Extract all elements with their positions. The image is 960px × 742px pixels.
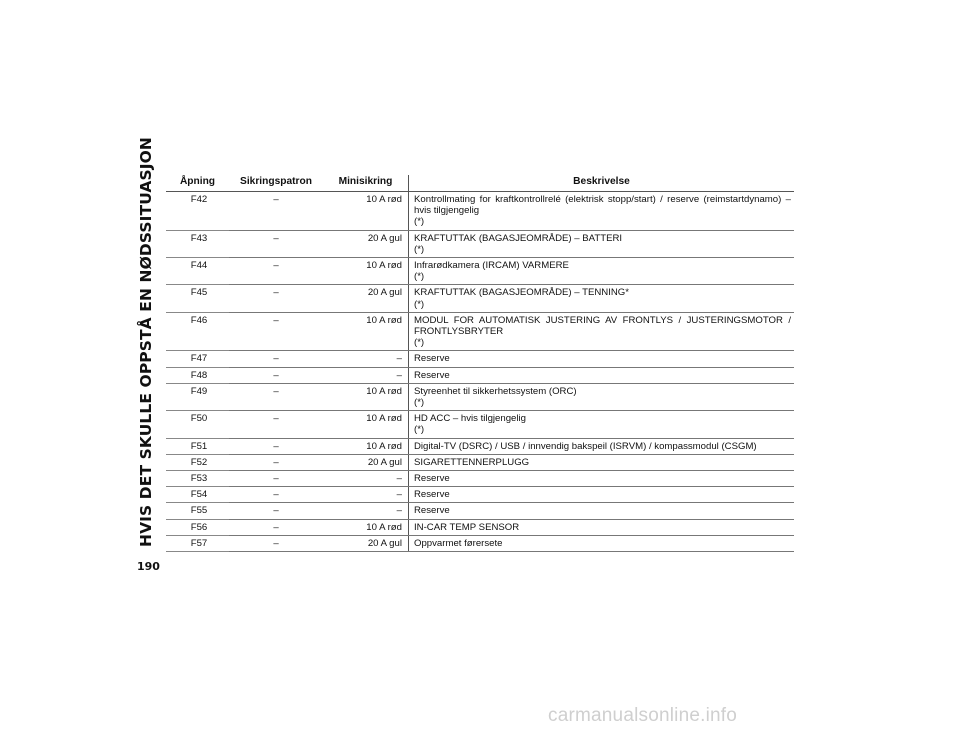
cell-beskrivelse (409, 285, 795, 312)
table-row (166, 258, 794, 285)
page-number: 190 (137, 560, 160, 573)
cell-aapning: F55 (166, 503, 229, 519)
description-line: Reserve (414, 489, 450, 501)
cell-aapning: F51 (166, 438, 229, 454)
description-line: IN-CAR TEMP SENSOR (414, 521, 520, 533)
cell-sikringspatron: – (229, 454, 323, 470)
cell-minisikring: – (323, 367, 409, 383)
cell-minisikring: 10 A rød (323, 258, 409, 285)
cell-beskrivelse (409, 471, 795, 487)
cell-sikringspatron: – (229, 383, 323, 410)
table-row (166, 367, 794, 383)
table-row (166, 438, 794, 454)
cell-aapning: F44 (166, 258, 229, 285)
cell-beskrivelse (409, 258, 795, 285)
table-row (166, 230, 794, 257)
cell-aapning: F54 (166, 487, 229, 503)
cell-sikringspatron: – (229, 503, 323, 519)
cell-minisikring: 10 A rød (323, 438, 409, 454)
cell-sikringspatron: – (229, 285, 323, 312)
cell-sikringspatron: – (229, 192, 323, 231)
description-line: KRAFTUTTAK (BAGASJEOMRÅDE) – TENNING* (414, 287, 629, 299)
table-row (166, 285, 794, 312)
cell-beskrivelse (409, 503, 795, 519)
cell-minisikring: 20 A gul (323, 535, 409, 551)
fuse-table-header-row (166, 175, 794, 192)
cell-minisikring: 10 A rød (323, 192, 409, 231)
table-row (166, 535, 794, 551)
cell-minisikring: 20 A gul (323, 230, 409, 257)
cell-aapning: F57 (166, 535, 229, 551)
cell-sikringspatron: – (229, 230, 323, 257)
cell-minisikring: – (323, 351, 409, 367)
cell-aapning: F43 (166, 230, 229, 257)
description-line: (*) (414, 298, 425, 310)
table-row (166, 503, 794, 519)
table-row (166, 192, 794, 231)
cell-beskrivelse (409, 438, 795, 454)
cell-aapning: F42 (166, 192, 229, 231)
description-line: Styreenhet til sikkerhetssystem (ORC) (414, 385, 577, 397)
description-line: Infrarødkamera (IRCAM) VARMERE (414, 260, 569, 272)
cell-beskrivelse (409, 192, 795, 231)
cell-beskrivelse (409, 411, 795, 438)
cell-minisikring: – (323, 487, 409, 503)
cell-beskrivelse (409, 535, 795, 551)
cell-sikringspatron: – (229, 411, 323, 438)
cell-minisikring: 10 A rød (323, 519, 409, 535)
description-line: MODUL FOR AUTOMATISK JUSTERING AV FRONTLYS / JUSTERINGSMOTOR / FRONTLYSBRYTER (414, 314, 791, 338)
description-line: Reserve (414, 369, 450, 381)
description-line: (*) (414, 243, 425, 255)
cell-aapning: F49 (166, 383, 229, 410)
cell-aapning: F46 (166, 312, 229, 351)
table-row (166, 351, 794, 367)
cell-aapning: F45 (166, 285, 229, 312)
table-row (166, 519, 794, 535)
description-line: Reserve (414, 353, 450, 365)
cell-beskrivelse (409, 519, 795, 535)
description-line: (*) (414, 397, 425, 409)
header-beskrivelse: Beskrivelse (409, 175, 795, 192)
description-line: Oppvarmet førersete (414, 537, 503, 549)
header-sikringspatron: Sikringspatron (229, 175, 323, 192)
cell-sikringspatron: – (229, 519, 323, 535)
cell-minisikring: 20 A gul (323, 454, 409, 470)
cell-minisikring: 10 A rød (323, 383, 409, 410)
cell-beskrivelse (409, 230, 795, 257)
cell-aapning: F50 (166, 411, 229, 438)
header-minisikring: Minisikring (323, 175, 409, 192)
cell-minisikring: 20 A gul (323, 285, 409, 312)
cell-sikringspatron: – (229, 438, 323, 454)
cell-sikringspatron: – (229, 258, 323, 285)
table-row (166, 383, 794, 410)
cell-minisikring: – (323, 503, 409, 519)
cell-aapning: F56 (166, 519, 229, 535)
cell-beskrivelse (409, 367, 795, 383)
table-row (166, 411, 794, 438)
description-line: (*) (414, 216, 425, 228)
description-line: Reserve (414, 505, 450, 517)
table-row (166, 487, 794, 503)
cell-sikringspatron: – (229, 367, 323, 383)
description-line: HD ACC – hvis tilgjengelig (414, 413, 526, 425)
table-row (166, 312, 794, 351)
cell-minisikring: – (323, 471, 409, 487)
cell-sikringspatron: – (229, 535, 323, 551)
cell-sikringspatron: – (229, 471, 323, 487)
table-row (166, 471, 794, 487)
cell-sikringspatron: – (229, 351, 323, 367)
cell-beskrivelse (409, 487, 795, 503)
description-line: (*) (414, 424, 425, 436)
cell-beskrivelse (409, 383, 795, 410)
cell-beskrivelse (409, 312, 795, 351)
cell-beskrivelse (409, 351, 795, 367)
cell-beskrivelse (409, 454, 795, 470)
cell-aapning: F48 (166, 367, 229, 383)
header-aapning: Åpning (166, 175, 229, 192)
cell-sikringspatron: – (229, 312, 323, 351)
fuse-table (166, 175, 794, 552)
fuse-table-body (166, 192, 794, 552)
chapter-side-title (136, 137, 156, 547)
chapter-side-title-text: HVIS DET SKULLE OPPSTÅ EN NØDSSITUASJON (137, 137, 155, 547)
table-row (166, 454, 794, 470)
description-line: Digital-TV (DSRC) / USB / innvendig bakspeil (ISRVM) / kompassmodul (CSGM) (414, 440, 757, 452)
cell-aapning: F53 (166, 471, 229, 487)
description-line: (*) (414, 271, 425, 283)
description-line: (*) (414, 337, 425, 349)
cell-minisikring: 10 A rød (323, 312, 409, 351)
description-line: KRAFTUTTAK (BAGASJEOMRÅDE) – BATTERI (414, 232, 623, 244)
watermark: carmanualsonline.info (548, 705, 738, 726)
cell-aapning: F47 (166, 351, 229, 367)
cell-minisikring: 10 A rød (323, 411, 409, 438)
description-line: Kontrollmating for kraftkontrollrelé (elektrisk stopp/start) / reserve (reimstartdynamo) – hvis tilgjengelig (414, 194, 791, 217)
cell-sikringspatron: – (229, 487, 323, 503)
description-line: Reserve (414, 473, 450, 485)
cell-aapning: F52 (166, 454, 229, 470)
description-line: SIGARETTENNERPLUGG (414, 456, 530, 468)
